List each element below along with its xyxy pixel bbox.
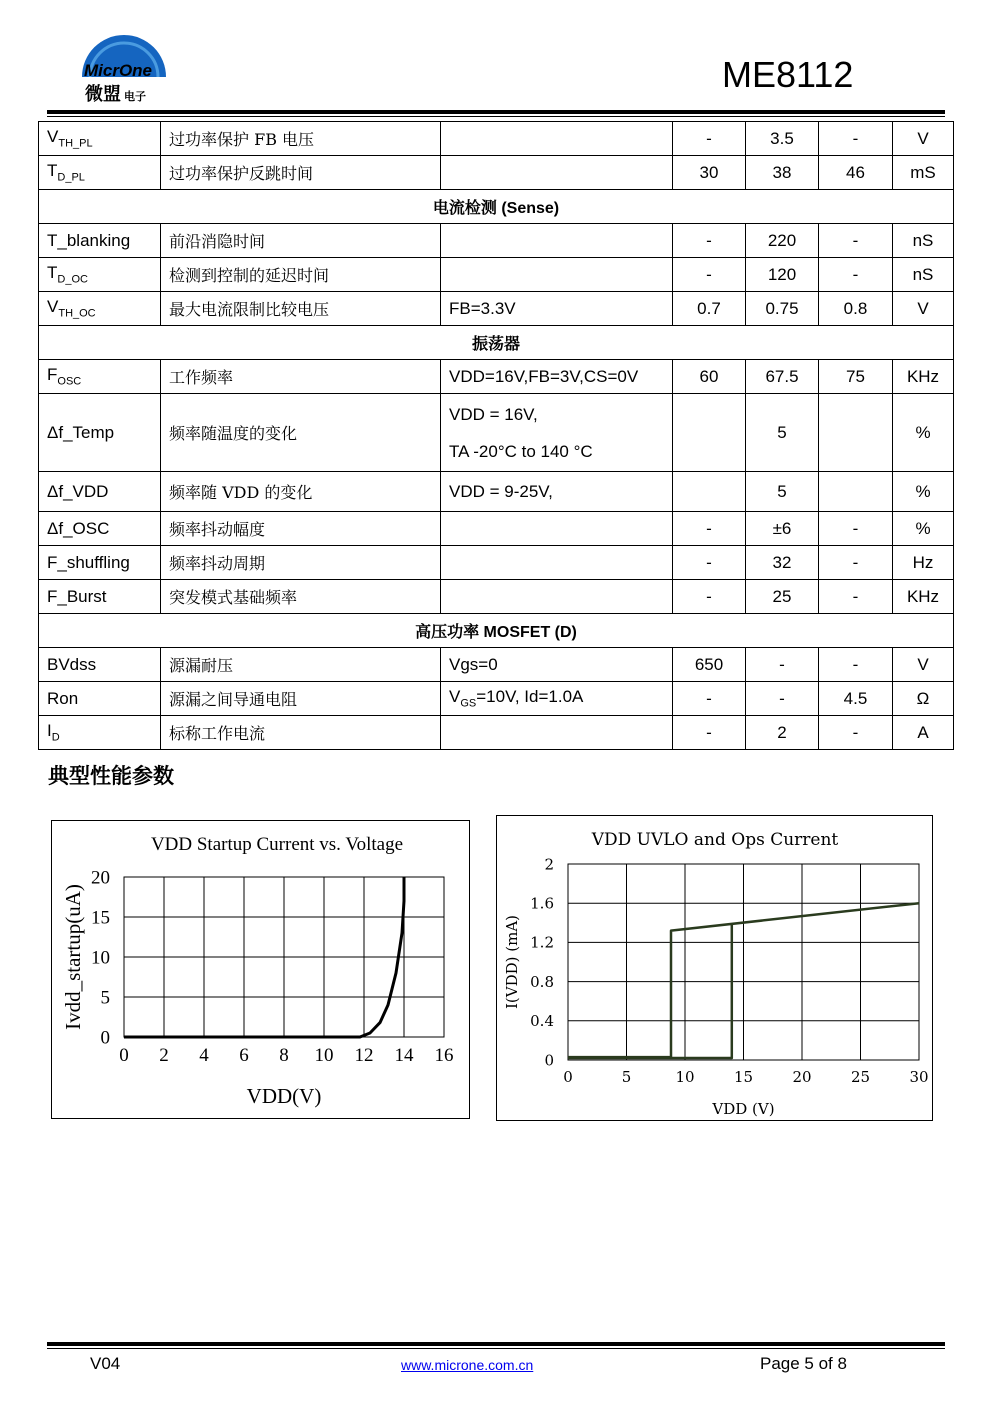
y-tick-label: 15 xyxy=(91,907,110,929)
condition-cell: VDD = 9-25V, xyxy=(441,472,673,512)
table-row xyxy=(39,394,954,472)
max-cell: - xyxy=(819,546,893,580)
symbol-cell xyxy=(39,360,161,394)
x-axis-label: VDD(V) xyxy=(246,1084,322,1108)
typ-cell: 220 xyxy=(746,224,819,258)
x-tick-label: 25 xyxy=(850,1068,871,1086)
header-rule-thin xyxy=(47,116,945,117)
logo-text: MicrOne xyxy=(84,61,153,80)
table-section-row xyxy=(39,326,954,360)
condition-cell xyxy=(441,258,673,292)
x-tick-label: 10 xyxy=(314,1045,334,1066)
condition-cell: VDD=16V,FB=3V,CS=0V xyxy=(441,360,673,394)
max-cell: - xyxy=(819,258,893,292)
typ-cell: - xyxy=(746,682,819,716)
unit-cell: nS xyxy=(893,224,954,258)
symbol: I xyxy=(47,721,52,741)
typ-cell: 3.5 xyxy=(746,122,819,156)
section-title: 高压功率 MOSFET (D) xyxy=(39,614,954,648)
y-tick-label: 0.4 xyxy=(530,1012,554,1031)
x-tick-label: 6 xyxy=(239,1045,249,1066)
unit-cell: mS xyxy=(893,156,954,190)
typ-cell: 120 xyxy=(746,258,819,292)
symbol-cell xyxy=(39,472,161,512)
description-cell: 标称工作电流 xyxy=(161,716,441,750)
unit-cell: % xyxy=(893,512,954,546)
symbol-cell xyxy=(39,224,161,258)
min-cell: 0.7 xyxy=(673,292,746,326)
max-cell xyxy=(819,472,893,512)
uvlo-current-plot xyxy=(497,816,932,1120)
x-tick-label: 0 xyxy=(119,1045,129,1066)
condition-cell xyxy=(441,394,673,472)
section-title: 振荡器 xyxy=(39,326,954,360)
symbol-subscript: OSC xyxy=(57,375,82,388)
x-tick-label: 0 xyxy=(563,1068,573,1086)
x-tick-label: 30 xyxy=(909,1068,929,1086)
condition-cell xyxy=(441,122,673,156)
max-cell: - xyxy=(819,716,893,750)
description-cell: 前沿消隐时间 xyxy=(161,224,441,258)
min-cell xyxy=(673,472,746,512)
typ-cell: 5 xyxy=(746,472,819,512)
description-cell: 源漏耐压 xyxy=(161,648,441,682)
condition-text: V xyxy=(449,687,461,707)
unit-cell: V xyxy=(893,122,954,156)
y-tick-label: 0.8 xyxy=(530,972,554,991)
symbol: F_Burst xyxy=(47,586,107,606)
symbol-cell xyxy=(39,394,161,472)
symbol: BVdss xyxy=(47,654,97,674)
max-cell: 0.8 xyxy=(819,292,893,326)
symbol-cell xyxy=(39,648,161,682)
x-tick-label: 8 xyxy=(279,1045,289,1066)
unit-cell: A xyxy=(893,716,954,750)
min-cell: - xyxy=(673,580,746,614)
symbol: Δf_VDD xyxy=(47,481,109,501)
condition-line: TA -20°C to 140 °C xyxy=(449,441,593,461)
unit-cell: V xyxy=(893,292,954,326)
table-row xyxy=(39,648,954,682)
description-cell: 频率随温度的变化 xyxy=(161,394,441,472)
max-cell xyxy=(819,394,893,472)
condition-cell xyxy=(441,546,673,580)
unit-cell: % xyxy=(893,394,954,472)
description-cell: 工作频率 xyxy=(161,360,441,394)
footer-page-number: Page 5 of 8 xyxy=(760,1354,847,1373)
electrical-characteristics-table xyxy=(38,121,954,750)
unit-cell: KHz xyxy=(893,580,954,614)
x-tick-label: 15 xyxy=(733,1068,754,1086)
condition-cell xyxy=(441,580,673,614)
chart-title: VDD Startup Current vs. Voltage xyxy=(150,834,404,855)
min-cell: - xyxy=(673,682,746,716)
y-tick-label: 1.6 xyxy=(530,894,554,913)
description-cell: 过功率保护反跳时间 xyxy=(161,156,441,190)
x-tick-label: 10 xyxy=(675,1068,695,1086)
unit-cell: KHz xyxy=(893,360,954,394)
table-row xyxy=(39,156,954,190)
uvlo-current-chart xyxy=(496,815,933,1121)
startup-current-chart xyxy=(51,820,470,1119)
symbol-cell xyxy=(39,156,161,190)
description-cell: 源漏之间导通电阻 xyxy=(161,682,441,716)
min-cell: - xyxy=(673,546,746,580)
description-cell: 频率抖动周期 xyxy=(161,546,441,580)
description-cell: 频率随 VDD 的变化 xyxy=(161,472,441,512)
table-row xyxy=(39,122,954,156)
symbol-cell xyxy=(39,292,161,326)
unit-cell: Hz xyxy=(893,546,954,580)
description-cell: 过功率保护 FB 电压 xyxy=(161,122,441,156)
header-rule xyxy=(47,110,945,114)
symbol-cell xyxy=(39,512,161,546)
symbol: T xyxy=(47,263,58,283)
table-row xyxy=(39,512,954,546)
condition-cell xyxy=(441,512,673,546)
x-tick-label: 4 xyxy=(199,1045,209,1066)
condition-cell xyxy=(441,224,673,258)
symbol-subscript: D_PL xyxy=(57,171,85,184)
unit-cell: nS xyxy=(893,258,954,292)
footer-rule xyxy=(47,1342,945,1346)
typ-cell: 5 xyxy=(746,394,819,472)
x-tick-label: 5 xyxy=(621,1068,632,1086)
symbol: Δf_Temp xyxy=(47,422,115,442)
symbol: Ron xyxy=(47,688,79,708)
y-tick-label: 10 xyxy=(91,947,110,969)
symbol-subscript: TH_OC xyxy=(58,307,96,320)
symbol-cell xyxy=(39,682,161,716)
table-section-row xyxy=(39,190,954,224)
y-tick-label: 5 xyxy=(100,987,110,1009)
typ-cell: 25 xyxy=(746,580,819,614)
logo-text-cn: 微盟 电子 xyxy=(85,84,146,105)
y-axis-label: Ivdd_startup(uA) xyxy=(61,884,85,1030)
unit-cell: % xyxy=(893,472,954,512)
table-row xyxy=(39,682,954,716)
unit-cell: V xyxy=(893,648,954,682)
footer-rule-thin xyxy=(47,1348,945,1349)
min-cell: - xyxy=(673,258,746,292)
y-tick-label: 2 xyxy=(544,855,554,874)
condition-cell: FB=3.3V xyxy=(441,292,673,326)
table-row xyxy=(39,716,954,750)
max-cell: 75 xyxy=(819,360,893,394)
description-cell: 最大电流限制比较电压 xyxy=(161,292,441,326)
min-cell: - xyxy=(673,224,746,258)
max-cell: - xyxy=(819,580,893,614)
typ-cell: 2 xyxy=(746,716,819,750)
x-tick-label: 14 xyxy=(394,1045,414,1066)
condition-subscript: GS xyxy=(460,697,477,710)
typ-cell: ±6 xyxy=(746,512,819,546)
table-section-row xyxy=(39,614,954,648)
x-tick-label: 12 xyxy=(354,1045,374,1066)
symbol-cell xyxy=(39,122,161,156)
condition-cell xyxy=(441,682,673,716)
y-tick-label: 20 xyxy=(91,867,110,889)
footer-version: V04 xyxy=(90,1354,121,1373)
symbol-cell xyxy=(39,258,161,292)
typical-characteristics-heading: 典型性能参数 xyxy=(48,764,174,788)
table-row xyxy=(39,224,954,258)
symbol: T_blanking xyxy=(47,230,131,250)
description-cell: 频率抖动幅度 xyxy=(161,512,441,546)
min-cell: - xyxy=(673,716,746,750)
description-cell: 突发模式基础频率 xyxy=(161,580,441,614)
typ-cell: 67.5 xyxy=(746,360,819,394)
symbol-cell xyxy=(39,580,161,614)
symbol-subscript: TH_PL xyxy=(58,137,93,150)
typ-cell: 32 xyxy=(746,546,819,580)
max-cell: 46 xyxy=(819,156,893,190)
table-row xyxy=(39,258,954,292)
x-tick-label: 16 xyxy=(434,1045,454,1066)
y-tick-label: 0 xyxy=(100,1027,110,1049)
section-title: 电流检测 (Sense) xyxy=(39,190,954,224)
symbol-subscript: D xyxy=(51,731,60,744)
unit-cell: Ω xyxy=(893,682,954,716)
condition-cell xyxy=(441,156,673,190)
symbol: V xyxy=(47,127,59,147)
symbol: V xyxy=(47,297,59,317)
min-cell: - xyxy=(673,122,746,156)
y-axis-label: I(VDD) (mA) xyxy=(503,914,521,1010)
footer-url-link[interactable]: www.microne.com.cn xyxy=(401,1357,534,1373)
condition-line: VDD = 16V, xyxy=(449,404,538,424)
condition-cell: Vgs=0 xyxy=(441,648,673,682)
y-tick-label: 1.2 xyxy=(530,933,554,952)
symbol-cell xyxy=(39,716,161,750)
symbol-cell xyxy=(39,546,161,580)
x-axis-label: VDD (V) xyxy=(712,1100,775,1118)
chart-title: VDD UVLO and Ops Current xyxy=(591,830,839,850)
symbol: T xyxy=(47,161,58,181)
typ-cell: 38 xyxy=(746,156,819,190)
symbol-subscript: D_OC xyxy=(57,273,88,286)
condition-text: =10V, Id=1.0A xyxy=(476,687,584,707)
startup-current-plot xyxy=(52,821,469,1118)
max-cell: - xyxy=(819,512,893,546)
min-cell: 60 xyxy=(673,360,746,394)
symbol: Δf_OSC xyxy=(47,518,110,538)
min-cell: - xyxy=(673,512,746,546)
max-cell: 4.5 xyxy=(819,682,893,716)
min-cell xyxy=(673,394,746,472)
max-cell: - xyxy=(819,648,893,682)
y-tick-label: 0 xyxy=(544,1051,554,1070)
condition-cell xyxy=(441,716,673,750)
table-row xyxy=(39,360,954,394)
max-cell: - xyxy=(819,122,893,156)
doc-title: ME8112 xyxy=(722,54,854,95)
typ-cell: 0.75 xyxy=(746,292,819,326)
typ-cell: - xyxy=(746,648,819,682)
symbol: F_shuffling xyxy=(47,552,130,572)
table-row xyxy=(39,546,954,580)
x-tick-label: 20 xyxy=(792,1068,812,1086)
description-cell: 检测到控制的延迟时间 xyxy=(161,258,441,292)
table-row xyxy=(39,580,954,614)
max-cell: - xyxy=(819,224,893,258)
table-row xyxy=(39,472,954,512)
symbol: F xyxy=(47,365,58,385)
x-tick-label: 2 xyxy=(159,1045,169,1066)
min-cell: 30 xyxy=(673,156,746,190)
table-row xyxy=(39,292,954,326)
min-cell: 650 xyxy=(673,648,746,682)
